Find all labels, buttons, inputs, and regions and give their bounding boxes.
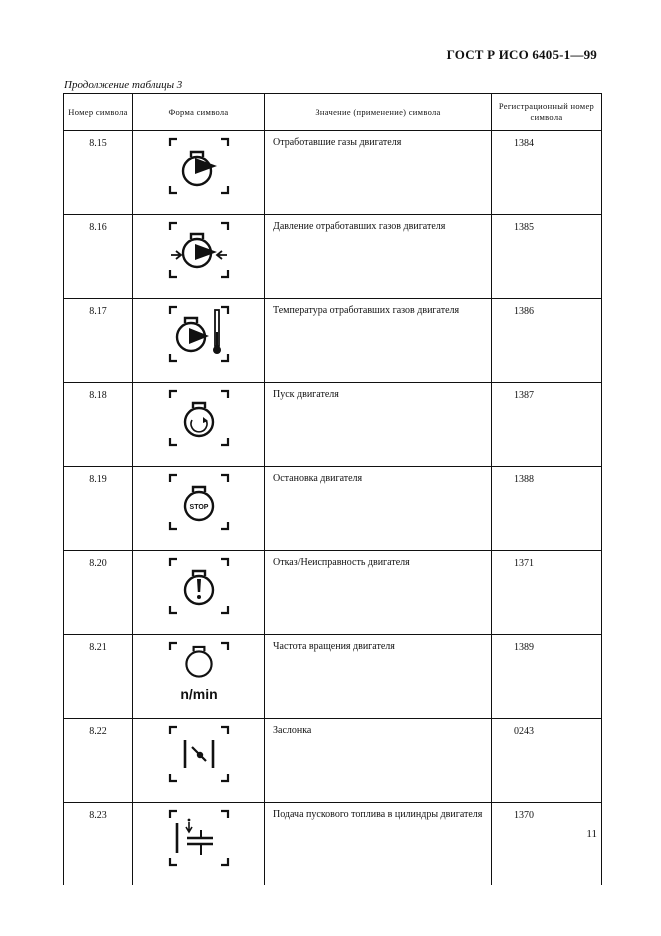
table-caption: Продолжение таблицы 3 <box>64 79 183 91</box>
registration-number: 1388 <box>492 467 602 551</box>
symbol-meaning: Отказ/Неисправность двигателя <box>265 551 492 635</box>
column-header-form: Форма символа <box>133 94 265 131</box>
symbol-meaning: Остановка двигателя <box>265 467 492 551</box>
registration-number: 1384 <box>492 131 602 215</box>
symbol-number: 8.17 <box>64 299 133 383</box>
table-row <box>64 215 602 299</box>
table-row <box>64 131 602 215</box>
symbol-number: 8.15 <box>64 131 133 215</box>
damper-icon <box>159 719 239 789</box>
table-row <box>64 383 602 467</box>
column-header-meaning: Значение (применение) символа <box>265 94 492 131</box>
engine-exhaust-gas-icon <box>159 131 239 201</box>
column-header-number: Номер символа <box>64 94 133 131</box>
starting-fuel-supply-icon <box>159 803 239 873</box>
page-number: 11 <box>586 828 597 840</box>
engine-exhaust-gas-temperature-icon <box>159 299 239 369</box>
registration-number: 1385 <box>492 215 602 299</box>
symbol-meaning: Частота вращения двигателя <box>265 635 492 719</box>
symbol-number: 8.20 <box>64 551 133 635</box>
symbol-meaning: Отработавшие газы двигателя <box>265 131 492 215</box>
engine-failure-icon <box>159 551 239 621</box>
engine-exhaust-gas-pressure-icon <box>159 215 239 285</box>
symbol-meaning: Температура отработавших газов двигателя <box>265 299 492 383</box>
speed-unit-label: n/min <box>179 686 218 702</box>
document-header: ГОСТ Р ИСО 6405-1—99 <box>446 47 597 62</box>
symbols-table <box>63 93 602 885</box>
registration-number: 1389 <box>492 635 602 719</box>
engine-speed-icon <box>159 635 239 705</box>
symbol-number: 8.21 <box>64 635 133 719</box>
registration-number: 0243 <box>492 719 602 803</box>
symbol-number: 8.23 <box>64 803 133 886</box>
symbol-number: 8.16 <box>64 215 133 299</box>
table-row <box>64 467 602 551</box>
table-row <box>64 551 602 635</box>
column-header-registration: Регистрационный номер символа <box>492 94 602 131</box>
symbol-meaning: Заслонка <box>265 719 492 803</box>
symbol-meaning: Пуск двигателя <box>265 383 492 467</box>
registration-number: 1370 <box>492 803 602 886</box>
table-row <box>64 803 602 886</box>
symbol-meaning: Давление отработавших газов двигателя <box>265 215 492 299</box>
engine-stop-icon <box>159 467 239 537</box>
registration-number: 1386 <box>492 299 602 383</box>
table-row <box>64 635 602 719</box>
registration-number: 1371 <box>492 551 602 635</box>
table-row <box>64 299 602 383</box>
registration-number: 1387 <box>492 383 602 467</box>
symbol-number: 8.18 <box>64 383 133 467</box>
engine-start-icon <box>159 383 239 453</box>
stop-label: STOP <box>189 504 208 511</box>
symbol-number: 8.19 <box>64 467 133 551</box>
table-row <box>64 719 602 803</box>
symbol-meaning: Подача пускового топлива в цилиндры двигателя <box>265 803 492 886</box>
symbol-number: 8.22 <box>64 719 133 803</box>
